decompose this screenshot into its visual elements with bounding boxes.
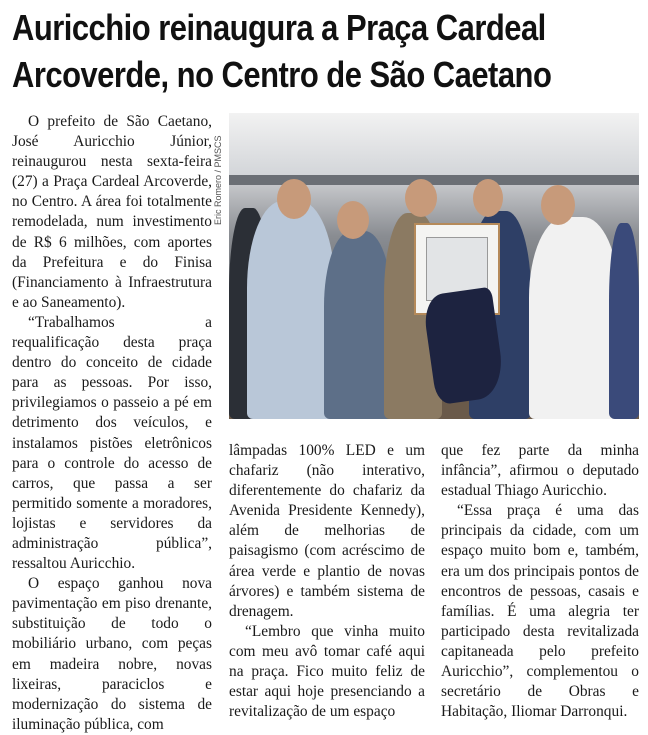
paragraph: O espaço ganhou nova pavimentação em piso drenante, substituição de todo o mobiliário urbano, com peças em madeira nobre, novas lixeiras, paraciclos e modernização do sistema de iluminação pública, com (12, 575, 212, 733)
photo-person-head (337, 201, 369, 239)
article-photo (229, 113, 639, 419)
photo-cloth (422, 287, 507, 406)
headline-line-1: Auricchio reinaugura a Praça Cardeal (12, 7, 546, 48)
paragraph: O prefeito de São Caetano, José Auricchio Júnior, reinaugurou nesta sexta-feira (27) a Praça Cardeal Arcoverde, no Centro. A área foi totalmente remodelada, num investimento de R$ 6 milhões, com aportes da Prefeitura e do Finisa (Financiamento à Infraestrutura e ao Saneamento). (12, 113, 212, 311)
photo-person-head (541, 185, 575, 225)
photo-person (529, 217, 619, 419)
photo-tent (229, 113, 639, 183)
photo-person (247, 201, 335, 419)
paragraph: “Essa praça é uma das principais da cidade, com um espaço muito bom e, também, era um dos principais pontos de encontros de pessoas, casais e famílias. É uma alegria ter participado desta revitalizada capitaneada pelo prefeito Auricchio”, complementou o secretário de Obras e Habitação, Iliomar Darronqui. (441, 502, 639, 721)
photo-person-head (405, 179, 437, 217)
paragraph: “Lembro que vinha muito com meu avô tomar café aqui na praça. Fico muito feliz de estar aqui hoje presenciando a revitalização de um espaço (229, 622, 425, 721)
photo-person-head (473, 179, 503, 217)
column-2 (229, 441, 425, 722)
photo-credit: Eric Romero / PMSCS (213, 135, 223, 225)
column-3 (441, 441, 639, 722)
headline (12, 4, 550, 98)
headline-line-2: Arcoverde, no Centro de São Caetano (12, 54, 552, 95)
paragraph: lâmpadas 100% LED e um chafariz (não interativo, diferentemente do chafariz da Avenida Presidente Kennedy), além de melhorias de paisagismo (com acréscimo de área verde e plantio de novas árvores) e também sistema de drenagem. (229, 442, 425, 620)
photo-person (324, 231, 392, 419)
paragraph: “Trabalhamos a requalificação desta praça dentro do conceito de cidade para as pessoas. Por isso, privilegiamos o passeio a pé em detrimento dos veículos, e instalamos pistões eletrônicos para o controle do acesso de carros, que passa a ser permitido somente a moradores, lojistas e servidores da administração pública”, ressaltou Auricchio. (12, 313, 212, 573)
column-1 (12, 112, 212, 735)
paragraph: que fez parte da minha infância”, afirmou o deputado estadual Thiago Auricchio. (441, 442, 639, 500)
photo-person (609, 223, 639, 419)
photo-person-head (277, 179, 311, 219)
